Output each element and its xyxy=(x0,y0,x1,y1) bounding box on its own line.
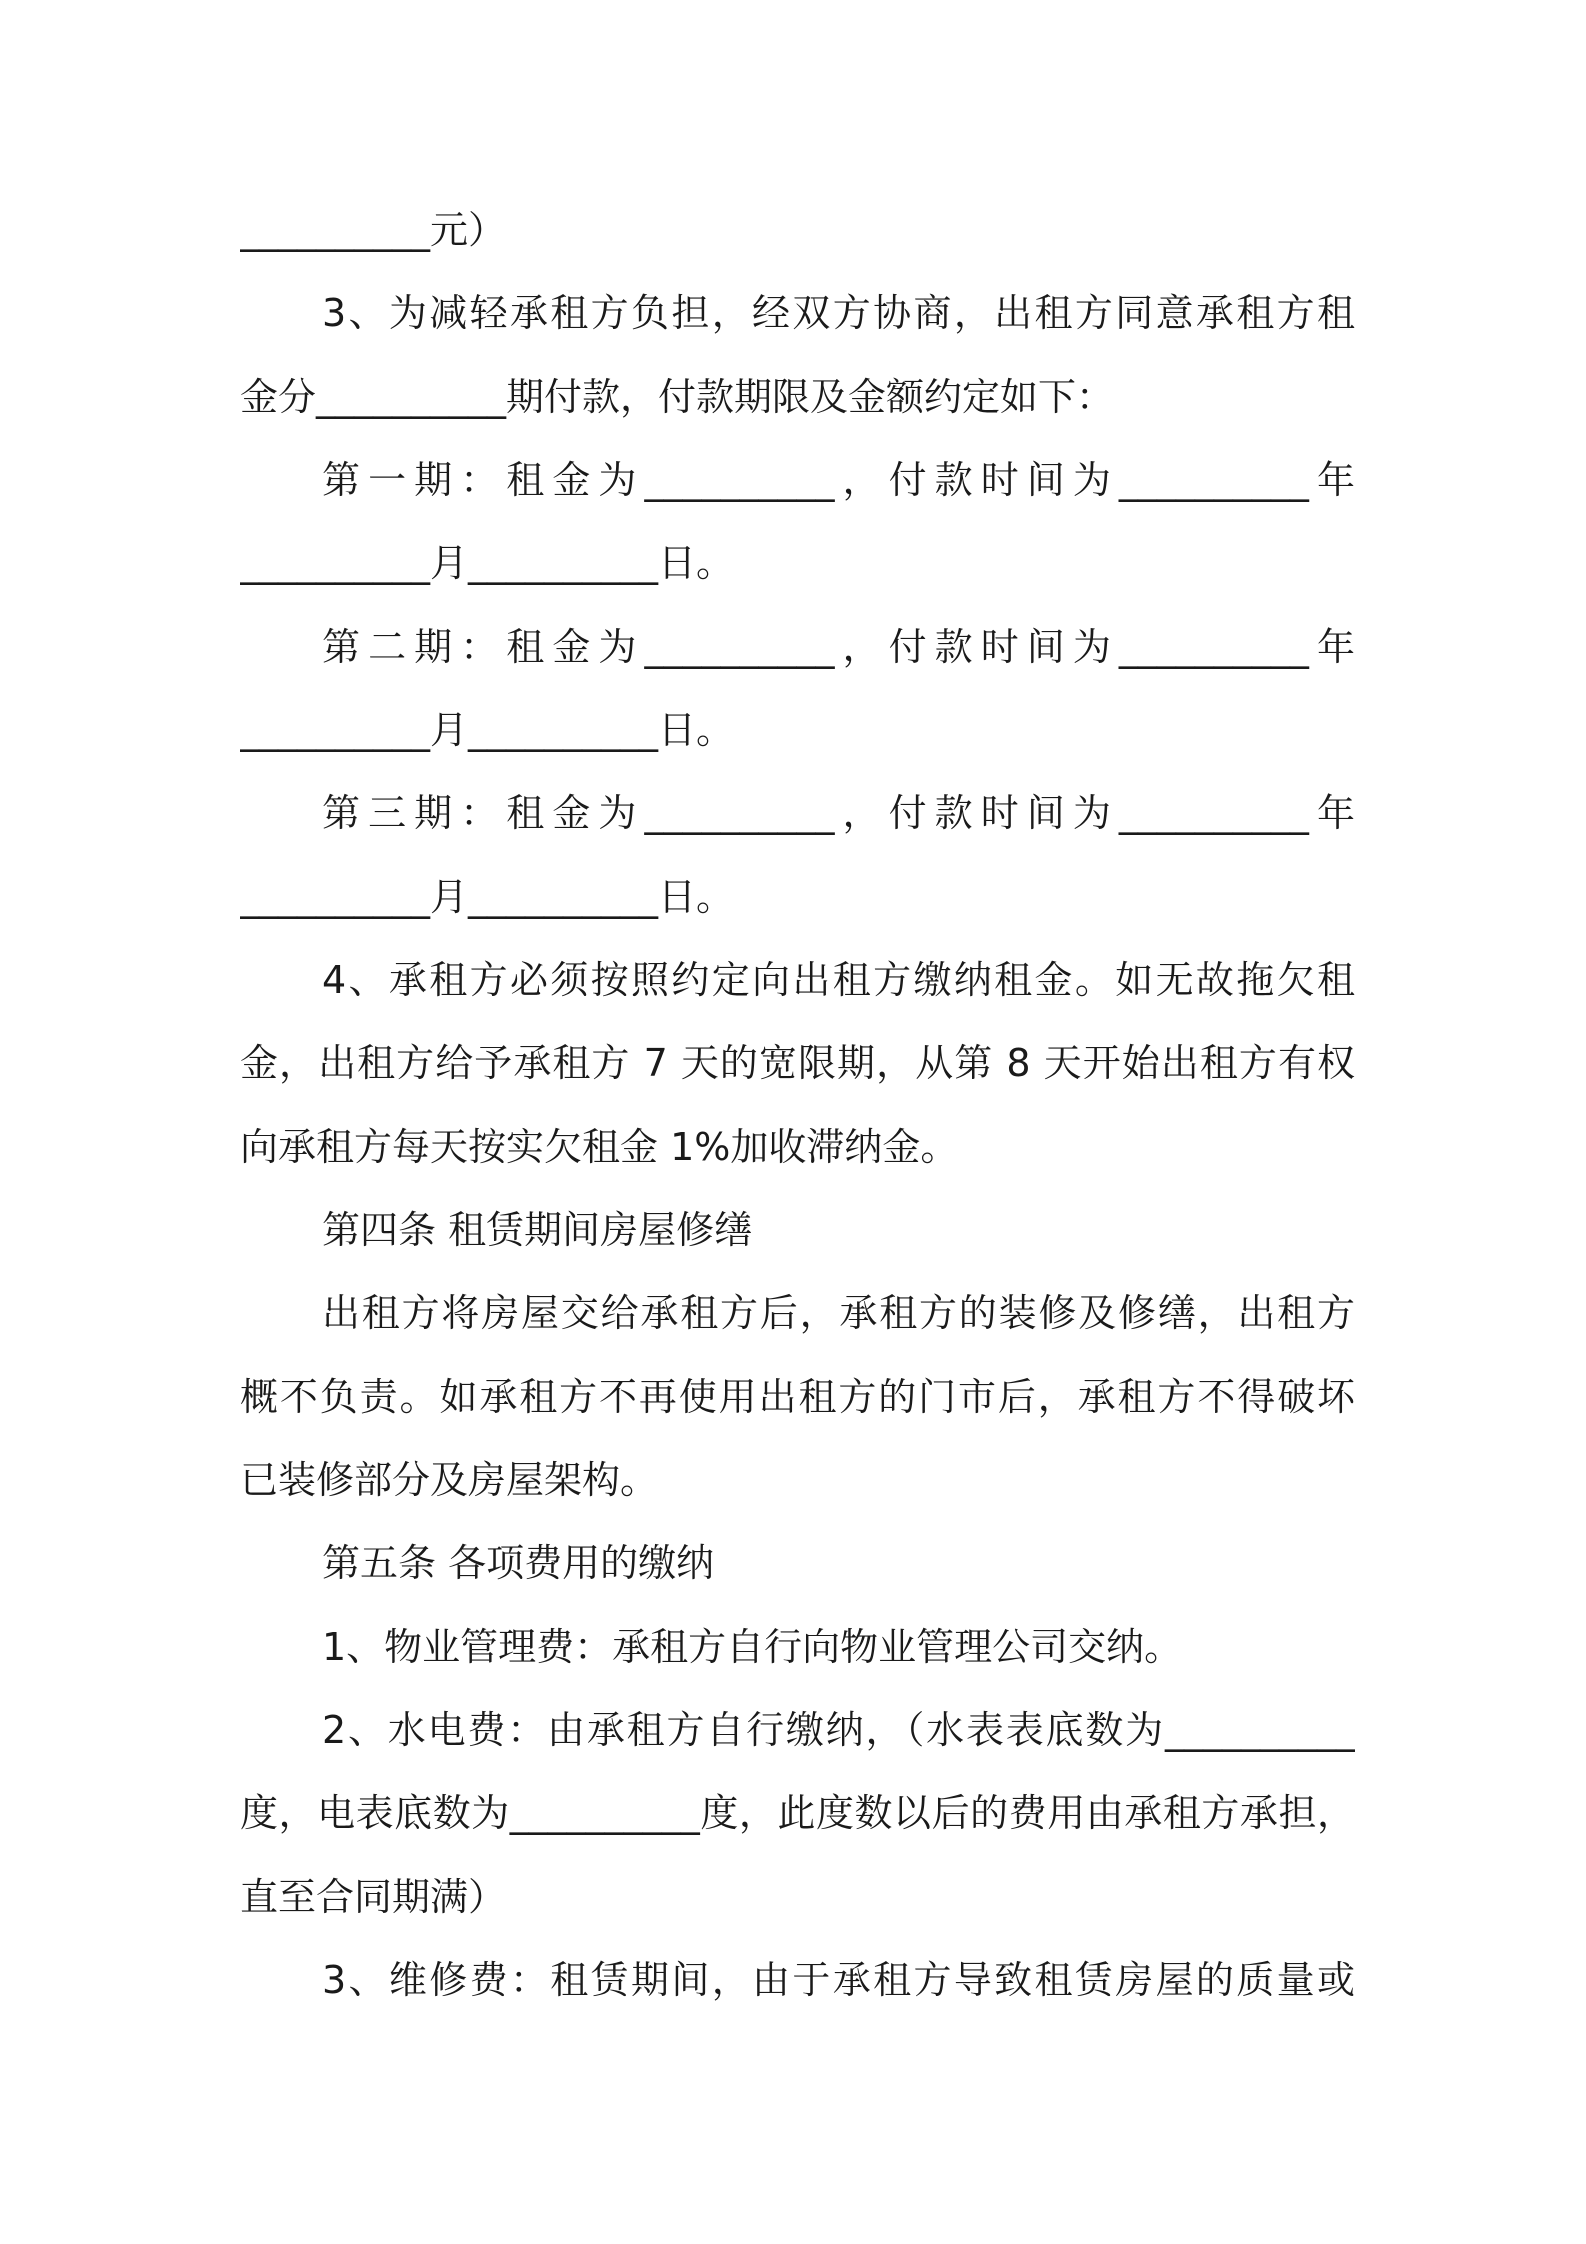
text-line-14: 出租方将房屋交给承租方后，承租方的装修及修缮，出租方 xyxy=(322,1291,1355,1335)
section-heading-5: 第五条 各项费用的缴纳 xyxy=(322,1541,715,1585)
text-line-20: 度，电表底数为__________度，此度数以后的费用由承租方承担， xyxy=(240,1791,1355,1835)
text-line-12: 向承租方每天按实欠租金 1%加收滞纳金。 xyxy=(240,1125,959,1169)
installment-1-date-line: __________月__________日。 xyxy=(240,541,735,585)
text-line-10: 4、承租方必须按照约定向出租方缴纳租金。如无故拖欠租 xyxy=(322,958,1355,1002)
installment-2-line: 第二期：租金为__________，付款时间为__________年 xyxy=(322,625,1355,669)
text-line-11: 金，出租方给予承租方 7 天的宽限期，从第 8 天开始出租方有权 xyxy=(240,1041,1355,1085)
text-line-3: 金分__________期付款，付款期限及金额约定如下： xyxy=(240,375,1115,419)
text-line-21: 直至合同期满） xyxy=(240,1875,507,1919)
text-line-22: 3、维修费：租赁期间，由于承租方导致租赁房屋的质量或 xyxy=(322,1958,1355,2002)
text-line-18: 1、物业管理费：承租方自行向物业管理公司交纳。 xyxy=(322,1625,1183,1669)
text-line-15: 概不负责。如承租方不再使用出租方的门市后，承租方不得破坏 xyxy=(240,1375,1355,1419)
section-heading-4: 第四条 租赁期间房屋修缮 xyxy=(322,1208,753,1252)
installment-3-line: 第三期：租金为__________，付款时间为__________年 xyxy=(322,791,1355,835)
installment-3-date-line: __________月__________日。 xyxy=(240,875,735,919)
text-line-1: __________元） xyxy=(240,208,507,252)
text-line-19: 2、水电费：由承租方自行缴纳，（水表表底数为__________ xyxy=(322,1708,1355,1752)
installment-1-line: 第一期：租金为__________，付款时间为__________年 xyxy=(322,458,1355,502)
text-line-16: 已装修部分及房屋架构。 xyxy=(240,1458,659,1502)
installment-2-date-line: __________月__________日。 xyxy=(240,708,735,752)
text-line-2: 3、为减轻承租方负担，经双方协商，出租方同意承租方租 xyxy=(322,291,1355,335)
